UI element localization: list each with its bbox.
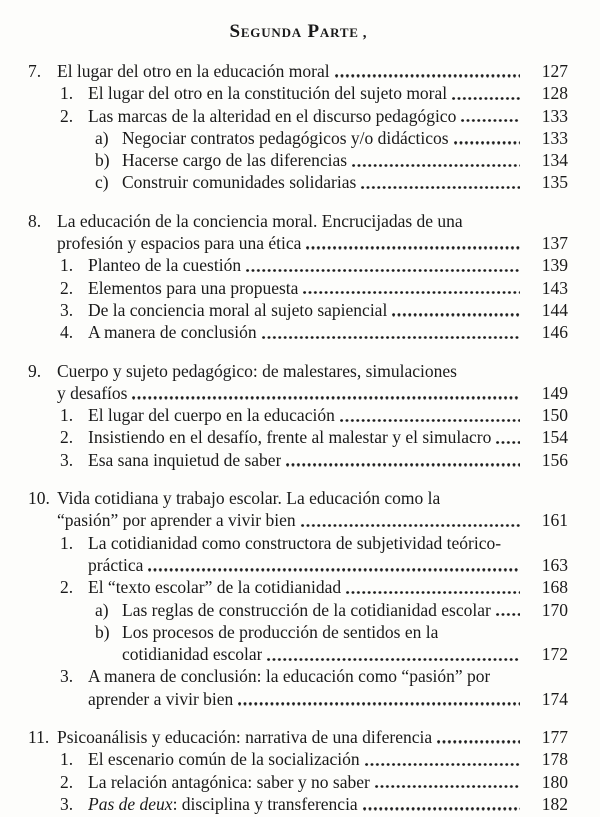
entry-title: Las marcas de la alteridad en el discurso pedagógico <box>88 105 457 126</box>
entry-title-segment: : disciplina y transferencia <box>172 793 358 814</box>
entry-page-number: 168 <box>541 577 568 598</box>
entry-title: Construir comunidades solidarias <box>122 172 357 193</box>
dot-leader <box>461 119 520 122</box>
toc-entry-continuation-line <box>60 554 568 576</box>
entry-number: 1. <box>60 749 74 770</box>
entry-title: La relación antagónica: saber y no saber <box>88 771 370 792</box>
toc-entry-line <box>60 449 568 471</box>
entry-page-number: 127 <box>541 61 568 81</box>
entry-number: 3. <box>60 449 74 470</box>
toc-entry-line <box>95 599 568 621</box>
entry-page-number: 156 <box>541 449 568 470</box>
toc-entry-line <box>28 60 568 82</box>
entry-number: 4. <box>60 322 74 343</box>
table-of-contents <box>28 60 568 815</box>
entry-title: profesión y espacios para una ética <box>57 233 302 254</box>
entry-page-number: 128 <box>541 83 568 104</box>
entry-title: y desafíos <box>57 382 128 403</box>
entry-number: 3. <box>60 793 74 814</box>
toc-entry <box>28 487 568 532</box>
toc-entry-line <box>28 360 568 382</box>
toc-entry <box>28 532 568 577</box>
dot-leader <box>301 524 520 527</box>
toc-entry-line <box>60 82 568 104</box>
toc-entry <box>28 793 568 815</box>
entry-title: Elementos para una propuesta <box>88 277 299 298</box>
toc-entry <box>28 60 568 82</box>
toc-entry-continuation-line <box>28 382 568 404</box>
dot-leader <box>454 141 520 144</box>
entry-number: 1. <box>60 255 74 276</box>
entry-title: El escenario común de la socialización <box>88 749 360 770</box>
toc-entry-line <box>28 210 568 232</box>
toc-entry <box>28 449 568 471</box>
entry-title: La cotidianidad como constructora de subjetividad teórico- <box>88 532 502 553</box>
entry-page-number: 150 <box>541 405 568 426</box>
entry-number: 2. <box>60 105 74 126</box>
dot-leader <box>286 463 520 466</box>
toc-entry <box>28 360 568 405</box>
entry-title: Cuerpo y sujeto pedagógico: de malestares, simulaciones <box>57 360 457 381</box>
entry-number: a) <box>95 127 109 148</box>
entry-number: 2. <box>60 427 74 448</box>
toc-entry <box>28 127 568 149</box>
entry-page-number: 139 <box>541 255 568 276</box>
toc-entry <box>28 299 568 321</box>
toc-entry <box>28 599 568 621</box>
entry-number: b) <box>95 150 110 171</box>
toc-entry-line <box>60 277 568 299</box>
entry-page-number: 133 <box>541 105 568 126</box>
toc-entry-line <box>60 532 568 554</box>
entry-title: cotidianidad escolar <box>122 644 263 665</box>
toc-entry-line <box>60 105 568 127</box>
entry-title: El lugar del otro en la educación moral <box>57 61 330 81</box>
toc-entry <box>28 771 568 793</box>
entry-page-number: 180 <box>541 771 568 792</box>
entry-page-number: 174 <box>541 688 568 709</box>
entry-page-number: 133 <box>541 127 568 148</box>
dot-leader <box>496 613 520 616</box>
entry-title: A manera de conclusión: la educación como “pasión” por <box>88 666 491 687</box>
toc-entry <box>28 277 568 299</box>
toc-entry-line <box>60 771 568 793</box>
toc-entry <box>28 665 568 710</box>
entry-title: Planteo de la cuestión <box>88 255 242 276</box>
dot-leader <box>132 396 520 399</box>
toc-entry-line <box>60 748 568 770</box>
entry-number: 2. <box>60 771 74 792</box>
entry-title: Negociar contratos pedagógicos y/o didácticos <box>122 127 449 148</box>
entry-number: b) <box>95 621 110 642</box>
entry-page-number: 178 <box>541 749 568 770</box>
toc-entry-continuation-line <box>60 688 568 710</box>
entry-number: 1. <box>60 405 74 426</box>
entry-page-number: 172 <box>541 644 568 665</box>
toc-entry <box>28 105 568 127</box>
dot-leader <box>303 291 520 294</box>
entry-number: 2. <box>60 277 74 298</box>
entry-page-number: 143 <box>541 277 568 298</box>
dot-leader <box>246 269 520 272</box>
entry-title: A manera de conclusión <box>88 322 257 343</box>
entry-page-number: 154 <box>541 427 568 448</box>
toc-entry <box>28 321 568 343</box>
entry-title: El lugar del otro en la constitución del sujeto moral <box>88 83 448 104</box>
toc-entry <box>28 621 568 666</box>
toc-entry-line <box>60 321 568 343</box>
entry-page-number: 182 <box>541 793 568 814</box>
toc-entry-line <box>95 171 568 193</box>
toc-entry <box>28 404 568 426</box>
entry-number: 9. <box>28 360 42 381</box>
dot-leader <box>365 763 520 766</box>
toc-entry-continuation-line <box>95 643 568 665</box>
part-heading <box>28 21 568 44</box>
dot-leader <box>340 419 520 422</box>
entry-number: 2. <box>60 577 74 598</box>
entry-page-number: 149 <box>541 382 568 403</box>
entry-title <box>88 793 358 815</box>
toc-entry-continuation-line <box>28 232 568 254</box>
entry-title: El “texto escolar” de la cotidianidad <box>88 577 342 598</box>
entry-number: c) <box>95 172 109 193</box>
toc-entry-line <box>60 665 568 687</box>
toc-entry <box>28 210 568 255</box>
entry-title: El lugar del cuerpo en la educación <box>88 405 335 426</box>
entry-title: Las reglas de construcción de la cotidianidad escolar <box>122 599 491 620</box>
toc-entry-line <box>60 299 568 321</box>
toc-entry-line <box>60 254 568 276</box>
entry-title: Esa sana inquietud de saber <box>88 449 282 470</box>
entry-number: 3. <box>60 666 74 687</box>
entry-page-number: 144 <box>541 299 568 320</box>
entry-page-number: 161 <box>541 510 568 531</box>
dot-leader <box>267 658 520 661</box>
entry-page-number: 134 <box>541 150 568 171</box>
toc-entry-line <box>60 576 568 598</box>
entry-page-number: 146 <box>541 322 568 343</box>
entry-number: 7. <box>28 61 42 81</box>
dot-leader <box>392 313 520 316</box>
entry-title: práctica <box>88 554 144 575</box>
entry-number: 3. <box>60 299 74 320</box>
entry-number: 8. <box>28 210 42 231</box>
dot-leader <box>496 441 520 444</box>
entry-number: 1. <box>60 532 74 553</box>
toc-entry <box>28 149 568 171</box>
toc-entry <box>28 576 568 598</box>
entry-title: “pasión” por aprender a vivir bien <box>57 510 296 531</box>
dot-leader <box>238 702 520 705</box>
entry-title: aprender a vivir bien <box>88 688 234 709</box>
part-heading-text: Segunda Parte <box>229 21 359 42</box>
dot-leader <box>452 97 520 100</box>
toc-entry <box>28 254 568 276</box>
toc-entry-line <box>28 726 568 748</box>
toc-entry-line <box>60 793 568 815</box>
entry-title-italic-segment: Pas de deux <box>88 793 173 814</box>
entry-number: 11. <box>28 727 50 748</box>
toc-entry-line <box>95 621 568 643</box>
entry-page-number: 170 <box>541 599 568 620</box>
entry-page-number: 135 <box>541 172 568 193</box>
entry-title: De la conciencia moral al sujeto sapiencial <box>88 299 388 320</box>
part-heading-mark: , <box>362 25 367 41</box>
toc-entry-continuation-line <box>28 509 568 531</box>
entry-title: Insistiendo en el desafío, frente al malestar y el simulacro <box>88 427 492 448</box>
entry-title: Hacerse cargo de las diferencias <box>122 150 348 171</box>
toc-entry-line <box>95 149 568 171</box>
toc-entry-line <box>95 127 568 149</box>
entry-page-number: 177 <box>541 727 568 748</box>
entry-page-number: 137 <box>541 233 568 254</box>
toc-entry <box>28 726 568 748</box>
dot-leader <box>375 785 520 788</box>
toc-entry-line <box>60 404 568 426</box>
dot-leader <box>363 807 520 810</box>
entry-number: a) <box>95 599 109 620</box>
dot-leader <box>335 74 520 77</box>
entry-title: Psicoanálisis y educación: narrativa de una diferencia <box>57 727 433 748</box>
toc-entry <box>28 748 568 770</box>
entry-title: Vida cotidiana y trabajo escolar. La educación como la <box>57 488 441 509</box>
toc-entry-line <box>60 426 568 448</box>
entry-title: La educación de la conciencia moral. Encrucijadas de una <box>57 210 463 231</box>
toc-entry <box>28 171 568 193</box>
dot-leader <box>361 186 520 189</box>
dot-leader <box>262 336 520 339</box>
toc-entry <box>28 82 568 104</box>
entry-page-number: 163 <box>541 554 568 575</box>
entry-title: Los procesos de producción de sentidos en la <box>122 621 439 642</box>
entry-number: 1. <box>60 83 74 104</box>
dot-leader <box>148 568 520 571</box>
toc-entry-line <box>28 487 568 509</box>
toc-entry <box>28 426 568 448</box>
entry-number: 10. <box>28 488 50 509</box>
dot-leader <box>306 246 520 249</box>
dot-leader <box>352 164 520 167</box>
dot-leader <box>437 740 520 743</box>
dot-leader <box>346 591 520 594</box>
